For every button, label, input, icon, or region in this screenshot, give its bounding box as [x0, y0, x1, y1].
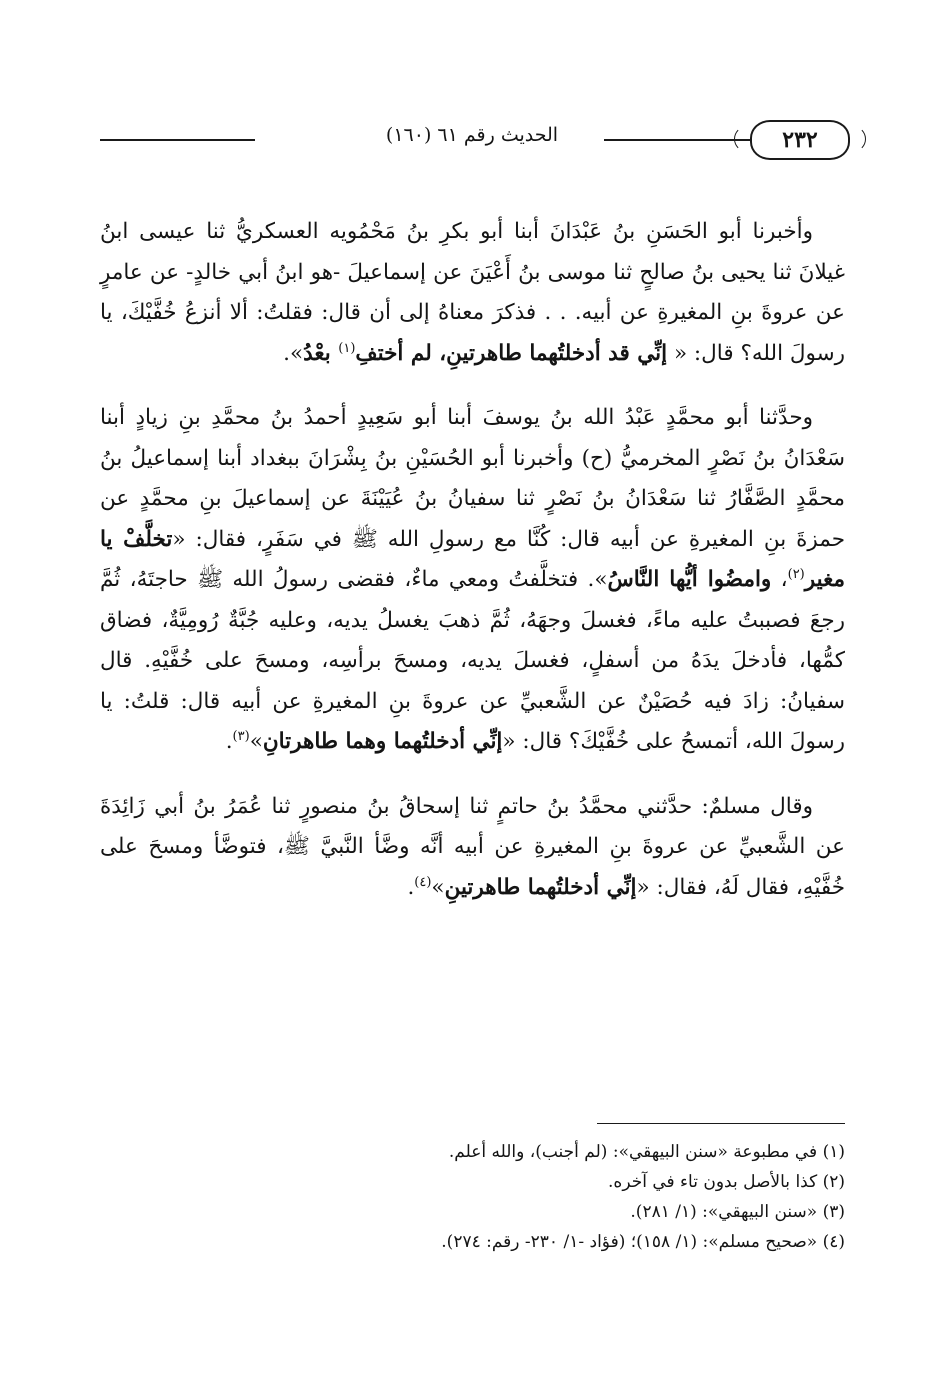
footnotes: [100, 1137, 845, 1257]
paragraph-text: »: [431, 874, 445, 900]
running-title: الحديث رقم ٦١ (١٦٠): [385, 124, 559, 146]
paragraph-text: وحدَّثنا أبو محمَّدٍ عَبْدُ الله بنُ يوسفَ أبنا أبو سَعِيدٍ أحمدُ بنُ محمَّدِ بنِ زيادٍ أبنا سَعْدَانُ بنُ نَصْرٍ المخرميُّ (ح) وأخبرنا أبو الحُسَيْنِ بنُ بِشْرَانَ ببغداد أبنا إسماعيلُ بنُ محمَّدٍ الصَّفَّارُ ثنا سَعْدَانُ بنُ نَصْرٍ ثنا سفيانُ بنُ عُيَيْنَةَ عن إسماعيلَ بنِ محمَّدٍ عن حمزةَ بنِ المغيرةِ عن أبيه قال: كُنَّا مع رسولِ الله ﷺ في سَفَرٍ، فقال: «: [100, 405, 845, 552]
hadith-quote: بعْدُ: [303, 340, 339, 366]
footnote-4: (٤) «صحيح مسلم»: (١/ ١٥٨)؛ (فؤاد -١/ ٢٣٠- رقم: ٢٧٤).: [441, 1232, 845, 1252]
paragraph-2: [100, 398, 845, 763]
page-number: ٢٣٢: [782, 127, 818, 153]
footnote-ref: (٣): [232, 728, 250, 744]
paragraph-text: »: [249, 729, 263, 754]
paragraph-text: ». فتخلَّفتُ ومعي ماءٌ، فقضى رسولُ الله ﷺ حاجتَهُ، ثُمَّ رجعَ فصببتُ عليه ماءً، فغسلَ وجهَهُ، ثُمَّ ذهبَ يغسلُ يديه، وعليه جُبَّةٌ رُومِيَّةٌ، فضاق كمُّها، فأدخلَ يدَهُ من أسفلٍ، فغسلَ يديه، ومسحَ برأسِه، ومسحَ على خُفَّيْهِ. قال سفيانُ: زادَ فيه حُصَيْنٌ عن الشَّعبيِّ عن عروةَ بنِ المغيرةِ عن أبيه قال: قلتُ: يا رسولَ الله، أتمسحُ على خُفَّيْكَ؟ قال: «: [100, 567, 845, 754]
hadith-quote: إنِّي قد أدخلتُهما طاهرتينِ، لم أختفِ: [355, 340, 668, 366]
paragraph-3: [100, 787, 845, 909]
paragraph-1: [100, 212, 845, 374]
header-rule: [100, 139, 255, 141]
header-rule: [604, 139, 752, 141]
paragraph-text: .: [225, 729, 233, 754]
main-text: [100, 212, 845, 908]
footnote-1: (١) في مطبوعة «سنن البيهقي»: (لم أجنب)، والله أعلم.: [448, 1142, 845, 1162]
footnote-ref: (١): [338, 340, 356, 356]
page-header: [100, 110, 850, 170]
hadith-quote: وامضُوا أيُّها النَّاسُ: [607, 567, 772, 592]
footnote-separator: [597, 1123, 845, 1124]
paragraph-text: ،: [771, 567, 788, 592]
footnote-2: (٢) كذا بالأصل بدون تاء في آخره.: [608, 1172, 845, 1192]
footnote-ref: (٤): [414, 874, 432, 890]
paragraph-text: وقال مسلمٌ: حدَّثني محمَّدُ بنُ حاتمٍ ثنا إسحاقُ بنُ منصورٍ ثنا عُمَرُ بنُ أبي زَائِدَةَ عن الشَّعبيِّ عن عروةَ بنِ المغيرةِ عن أبيه أنَّه وضَّأ النَّبيَّ ﷺ، فتوضَّأ ومسحَ على خُفَّيْهِ، فقال لَهُ، فقال: «: [100, 793, 845, 900]
hadith-quote: إنِّي أدخلتُهما طاهرتينِ: [444, 874, 637, 900]
paragraph-text: ».: [283, 340, 304, 366]
footnote-3: (٣) «سنن البيهقي»: (١/ ٢٨١).: [630, 1202, 845, 1222]
paragraph-text: .: [407, 874, 415, 900]
paragraph-text: وأخبرنا أبو الحَسَنِ بنُ عَبْدَانَ أبنا أبو بكرِ بنُ مَحْمُويه العسكريُّ ثنا عيسى ابنُ غيلانَ ثنا يحيى بنُ صالحٍ ثنا موسى بنُ أَعْيَنَ عن إسماعيلَ -هو ابنُ أبي خالدٍ- عن عامرٍ عن عروةَ بنِ المغيرةِ عن أبيه. . . فذكرَ معناهُ إلى أن قال: فقلتُ: ألا أنزعُ خُفَّيْكَ، يا رسولَ الله؟ قال: «: [100, 219, 845, 366]
hadith-quote: إنِّي أدخلتُهما وهما طاهرتانِ: [262, 729, 503, 754]
footnote-ref: (٢): [787, 566, 805, 582]
page-number-ornament: [750, 120, 850, 160]
hadith-quote: تخلَّفْ يا مغير: [100, 526, 845, 592]
